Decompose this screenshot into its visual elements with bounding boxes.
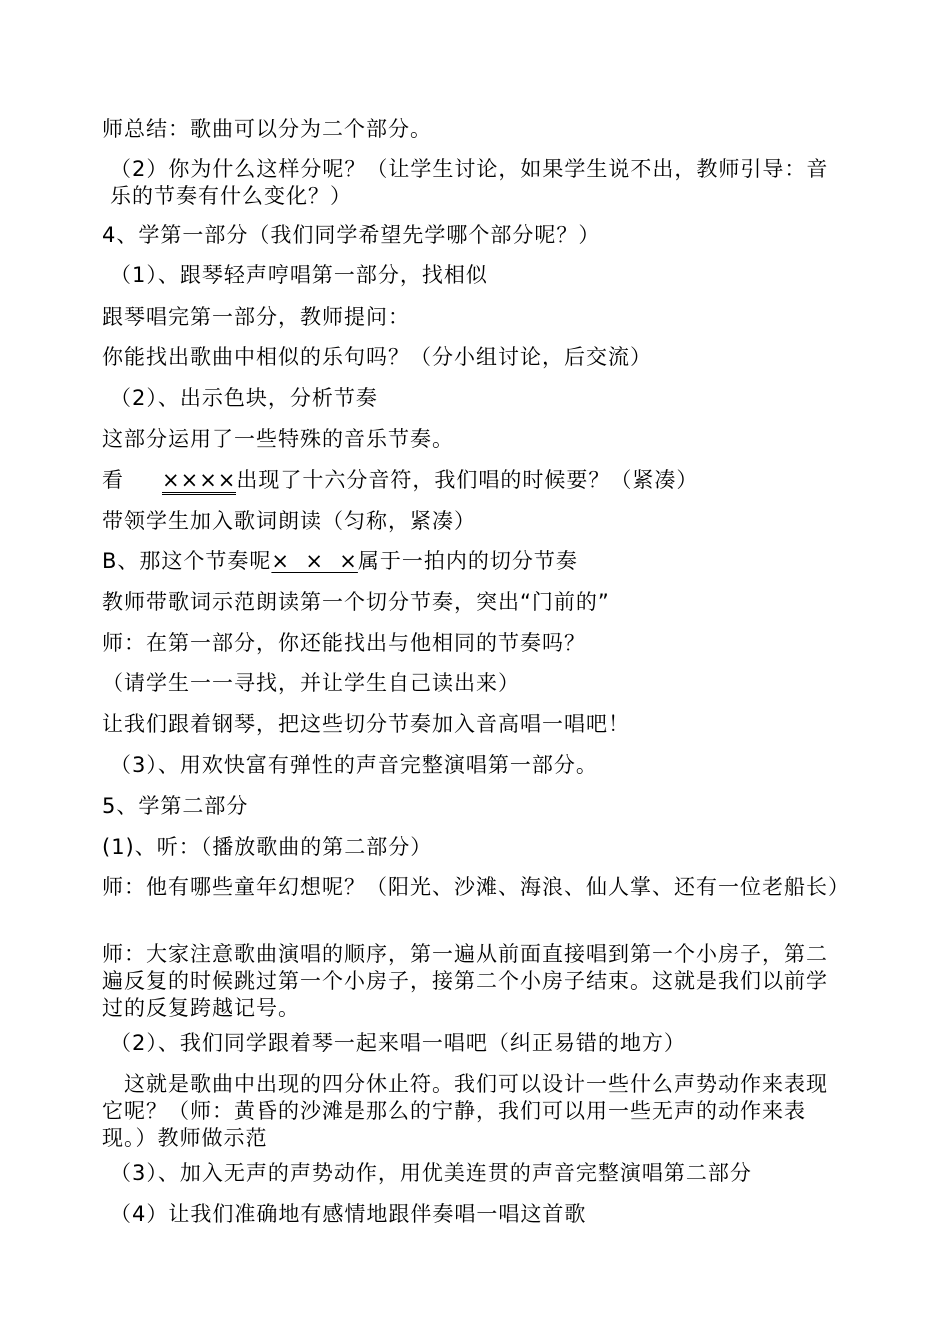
text-syncopation-prefix: B、那这个节奏呢 [102, 549, 272, 573]
text-syncopation-desc: 属于一拍内的切分节奏 [357, 549, 578, 573]
text-line-step-4: （4）让我们准确地有感情地跟伴奏唱一唱这首歌 [110, 1202, 587, 1226]
text-line-sing-along: （2）、我们同学跟着琴一起来唱一唱吧（纠正易错的地方） [110, 1031, 686, 1055]
text-paragraph-quarter-rest: 这就是歌曲中出现的四分休止符。我们可以设计一些什么声势动作来表现它呢？（师：黄昏的沙滩是那么的宁静，我们可以用一些无声的动作来表现。）教师做示范 [102, 1072, 828, 1150]
text-line-teacher-question: 跟琴唱完第一部分，教师提问： [102, 305, 410, 329]
text-line-students-search: （请学生一一寻找，并让学生自己读出来） [102, 671, 520, 695]
text-line-section-5-heading: 5、学第二部分 [102, 794, 249, 818]
text-line-lyrics-reading: 带领学生加入歌词朗读（匀称，紧凑） [102, 509, 476, 533]
text-paragraph-fantasies: 师：他有哪些童年幻想呢？（阳光、沙滩、海浪、仙人掌、还有一位老船长） [102, 875, 850, 899]
rhythm-notation-sixteenth: ×××× [162, 468, 236, 495]
text-look: 看 [102, 468, 124, 492]
rhythm-notation-syncopation: × × × [271, 549, 358, 573]
text-line-find-same-rhythm: 师：在第一部分，你还能找出与他相同的节奏吗？ [102, 631, 586, 655]
text-line-step-2: （2）、出示色块，分析节奏 [110, 386, 378, 410]
text-line-teacher-summary: 师总结：歌曲可以分为二个部分。 [102, 117, 432, 141]
text-paragraph-question-2: （2）你为什么这样分呢？（让学生讨论，如果学生说不出，教师引导：音乐的节奏有什么变化？） [110, 157, 829, 208]
text-line-step-1: （1）、跟琴轻声哼唱第一部分，找相似 [110, 263, 488, 287]
text-line-piano-sing: 让我们跟着钢琴，把这些切分节奏加入音高唱一唱吧！ [102, 712, 630, 736]
text-line-section-4-heading: 4、学第一部分（我们同学希望先学哪个部分呢？） [102, 223, 601, 247]
text-line-step-3: （3）、用欢快富有弹性的声音完整演唱第一部分。 [110, 753, 598, 777]
text-line-find-similar: 你能找出歌曲中相似的乐句吗？（分小组讨论，后交流） [102, 345, 652, 369]
text-paragraph-song-order: 师：大家注意歌曲演唱的顺序，第一遍从前面直接唱到第一个小房子，第二遍反复的时候跳过第一个小房子，接第二个小房子结束。这就是我们以前学过的反复跨越记号。 [102, 942, 828, 1020]
text-sixteenth-desc: 出现了十六分音符，我们唱的时候要？（紧凑） [236, 468, 699, 492]
text-line-step-3-part2: （3）、加入无声的声势动作，用优美连贯的声音完整演唱第二部分 [110, 1161, 752, 1185]
text-line-listen: (1)、听：（播放歌曲的第二部分） [102, 835, 433, 859]
text-line-special-rhythm: 这部分运用了一些特殊的音乐节奏。 [102, 427, 454, 451]
text-line-syncopation [102, 548, 862, 574]
text-line-sixteenth-notes [102, 467, 862, 493]
text-line-teacher-demo: 教师带歌词示范朗读第一个切分节奏，突出“门前的” [102, 590, 610, 614]
